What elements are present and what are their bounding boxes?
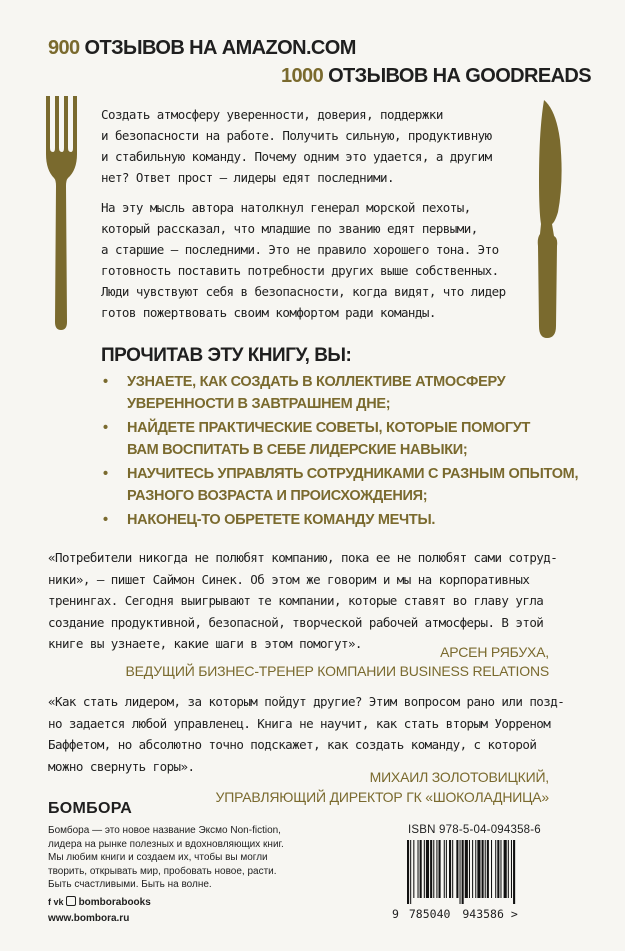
- benefit-line: НАКОНЕЦ-ТО ОБРЕТЕТЕ КОМАНДУ МЕЧТЫ.: [127, 512, 436, 528]
- barcode-digit-group-1: 785040: [408, 907, 451, 921]
- barcode-bar: [497, 840, 499, 898]
- barcode-digits: [392, 907, 562, 921]
- facebook-icon[interactable]: f: [48, 897, 51, 907]
- quote-2-line: но задается любой управленец. Книга не научит, как стать вторым Уорреном: [48, 715, 551, 731]
- benefits-heading: ПРОЧИТАВ ЭТУ КНИГУ, ВЫ:: [101, 345, 352, 366]
- publisher-desc-line: Бомбора — это новое название Эксмо Non-fiction,: [48, 825, 281, 836]
- goodreads-review-count: 1000: [281, 65, 324, 87]
- barcode-bar: [460, 840, 461, 904]
- barcode-bar: [426, 840, 429, 898]
- quote-1-role: ВЕДУЩИЙ БИЗНЕС-ТРЕНЕР КОМПАНИИ BUSINESS RELATIONS: [125, 663, 549, 679]
- barcode-bar: [449, 840, 451, 898]
- benefit-item: [101, 417, 578, 461]
- quote-1: [48, 547, 557, 655]
- publisher-desc-line: лидера на рынке полезных и вдохновляющих книг.: [48, 838, 284, 850]
- intro-p2-line: готов пожертвовать своим комфортом ради команды.: [101, 305, 436, 320]
- benefits-list: [101, 371, 578, 533]
- intro-p1-line: нет? Ответ прост – лидеры едят последними.: [101, 170, 394, 185]
- barcode-bar: [465, 840, 468, 898]
- barcode-bar: [500, 840, 501, 898]
- barcode-bar: [444, 840, 445, 898]
- quote-1-line: ники», – пишет Саймон Синек. Об этом же говорим и мы на корпоративных: [48, 571, 530, 587]
- header-line-2: [281, 64, 591, 88]
- barcode-bar: [430, 840, 432, 898]
- barcode-digit-first: 9: [392, 907, 399, 921]
- barcode-bar: [495, 840, 496, 898]
- barcode-bar: [485, 840, 486, 898]
- barcode-bar: [452, 840, 453, 898]
- barcode-bar: [436, 840, 437, 898]
- barcode-bar: [511, 840, 512, 898]
- benefit-line: НАЙДЕТЕ ПРАКТИЧЕСКИЕ СОВЕТЫ, КОТОРЫЕ ПОМОГУТ: [127, 420, 531, 436]
- benefit-item: [101, 371, 578, 415]
- barcode-bar: [420, 840, 422, 898]
- intro-paragraph-2: [101, 197, 506, 323]
- barcode-bar: [418, 840, 419, 898]
- header-line-1: [48, 36, 356, 60]
- intro-p2-line: Люди чувствуют себя в безопасности, когда видят, что лидер: [101, 284, 506, 299]
- benefit-item: [101, 509, 578, 531]
- publisher-desc-line: Мы любим книги и создаем их, чтобы вы могли: [48, 852, 268, 863]
- amazon-review-label: ОТЗЫВОВ НА AMAZON.COM: [84, 37, 356, 59]
- bullet-icon: •: [103, 420, 108, 436]
- barcode-bar: [456, 840, 458, 898]
- knife-icon: [528, 100, 568, 340]
- barcode-bar: [446, 840, 447, 898]
- benefit-line: РАЗНОГО ВОЗРАСТА И ПРОИСХОЖДЕНИЯ;: [127, 488, 428, 504]
- quote-2-line: «Как стать лидером, за которым пойдут другие? Этим вопросом рано или позд-: [48, 694, 565, 709]
- instagram-icon[interactable]: [66, 896, 76, 906]
- barcode-bar: [508, 840, 509, 898]
- quote-1-line: «Потребители никогда не полюбят компанию, пока ее не полюбят сами сотруд-: [48, 550, 558, 565]
- vk-icon[interactable]: vk: [53, 897, 64, 907]
- barcode-bar: [469, 840, 470, 898]
- quote-1-line: книге вы узнаете, какие шаги в этом помогут».: [48, 636, 362, 651]
- intro-paragraph-1: [101, 104, 492, 188]
- barcode-bar: [482, 840, 484, 898]
- barcode-bar: [513, 840, 515, 904]
- barcode-bar: [472, 840, 473, 898]
- quote-2: [48, 691, 564, 777]
- publisher-site[interactable]: www.bombora.ru: [48, 913, 130, 924]
- barcode-bar: [407, 840, 409, 904]
- barcode-bar: [439, 840, 441, 898]
- intro-p2-line: а старшие – последними. Это не правило хорошего тона. Это: [101, 242, 499, 257]
- intro-p1-line: и стабильную команду. Почему одним это удается, а другим: [101, 149, 492, 164]
- quote-1-line: тренингах. Сегодня выигрывают те компании, которые ставят во главу угла: [48, 593, 544, 608]
- publisher-description: [48, 824, 284, 892]
- bullet-icon: •: [103, 374, 108, 390]
- quote-2-role: УПРАВЛЯЮЩИЙ ДИРЕКТОР ГК «ШОКОЛАДНИЦА»: [215, 789, 549, 805]
- barcode-bar: [475, 840, 476, 898]
- social-handle[interactable]: bomborabooks: [78, 897, 151, 908]
- goodreads-review-label: ОТЗЫВОВ НА GOODREADS: [328, 65, 592, 87]
- barcode: [405, 840, 555, 904]
- isbn-label: ISBN 978-5-04-094358-6: [408, 824, 541, 836]
- bullet-icon: •: [103, 466, 108, 482]
- benefit-item: [101, 463, 578, 507]
- barcode-bar: [462, 840, 464, 904]
- barcode-bar: [410, 840, 411, 904]
- quote-2-line: Баффетом, но абсолютно точно подскажет, как создать команду, с которой: [48, 737, 537, 752]
- barcode-bar: [424, 840, 425, 898]
- barcode-bar: [504, 840, 507, 898]
- fork-icon: [44, 96, 86, 330]
- publisher-desc-line: творить, открывать мир, пробовать новое, расти.: [48, 865, 277, 877]
- quote-2-line: можно свернуть горы».: [48, 758, 195, 774]
- barcode-bar: [487, 840, 489, 898]
- intro-p1-line: и безопасности на работе. Получить сильную, продуктивную: [101, 128, 492, 143]
- barcode-bar: [491, 840, 492, 898]
- social-icons: [48, 897, 79, 907]
- benefit-line: УЗНАЕТЕ, КАК СОЗДАТЬ В КОЛЛЕКТИВЕ АТМОСФЕРУ: [127, 374, 506, 390]
- intro-p2-line: который рассказал, что младшие по званию едят первыми,: [101, 221, 478, 236]
- bullet-icon: •: [103, 512, 108, 528]
- barcode-arrow: >: [510, 907, 518, 921]
- barcode-digit-group-2: 943586: [462, 907, 504, 921]
- social-row: [48, 896, 151, 910]
- publisher-logo: БОМБОРА: [48, 800, 133, 817]
- quote-1-author: АРСЕН РЯБУХА,: [440, 644, 549, 660]
- quote-1-line: создание продуктивной, безопасной, творческой рабочей атмосферы. В этой: [48, 614, 544, 630]
- quote-2-author: МИХАИЛ ЗОЛОТОВИЦКИЙ,: [369, 769, 549, 785]
- intro-p2-line: готовность поставить потребности других выше собственных.: [101, 263, 499, 278]
- barcode-bar: [413, 840, 414, 898]
- benefit-line: НАУЧИТЕСЬ УПРАВЛЯТЬ СОТРУДНИКАМИ С РАЗНЫМ ОПЫТОМ,: [127, 466, 579, 482]
- intro-p2-line: На эту мысль автора натолкнул генерал морской пехоты,: [101, 200, 471, 215]
- benefit-line: УВЕРЕННОСТИ В ЗАВТРАШНЕМ ДНЕ;: [127, 396, 391, 412]
- intro-p1-line: Создать атмосферу уверенности, доверия, поддержки: [101, 107, 443, 122]
- barcode-bar: [433, 840, 434, 898]
- publisher-desc-line: Быть счастливыми. Быть на волне.: [48, 879, 212, 890]
- benefit-line: ВАМ ВОСПИТАТЬ В СЕБЕ ЛИДЕРСКИЕ НАВЫКИ;: [127, 442, 468, 458]
- amazon-review-count: 900: [48, 37, 80, 59]
- barcode-bar: [477, 840, 480, 898]
